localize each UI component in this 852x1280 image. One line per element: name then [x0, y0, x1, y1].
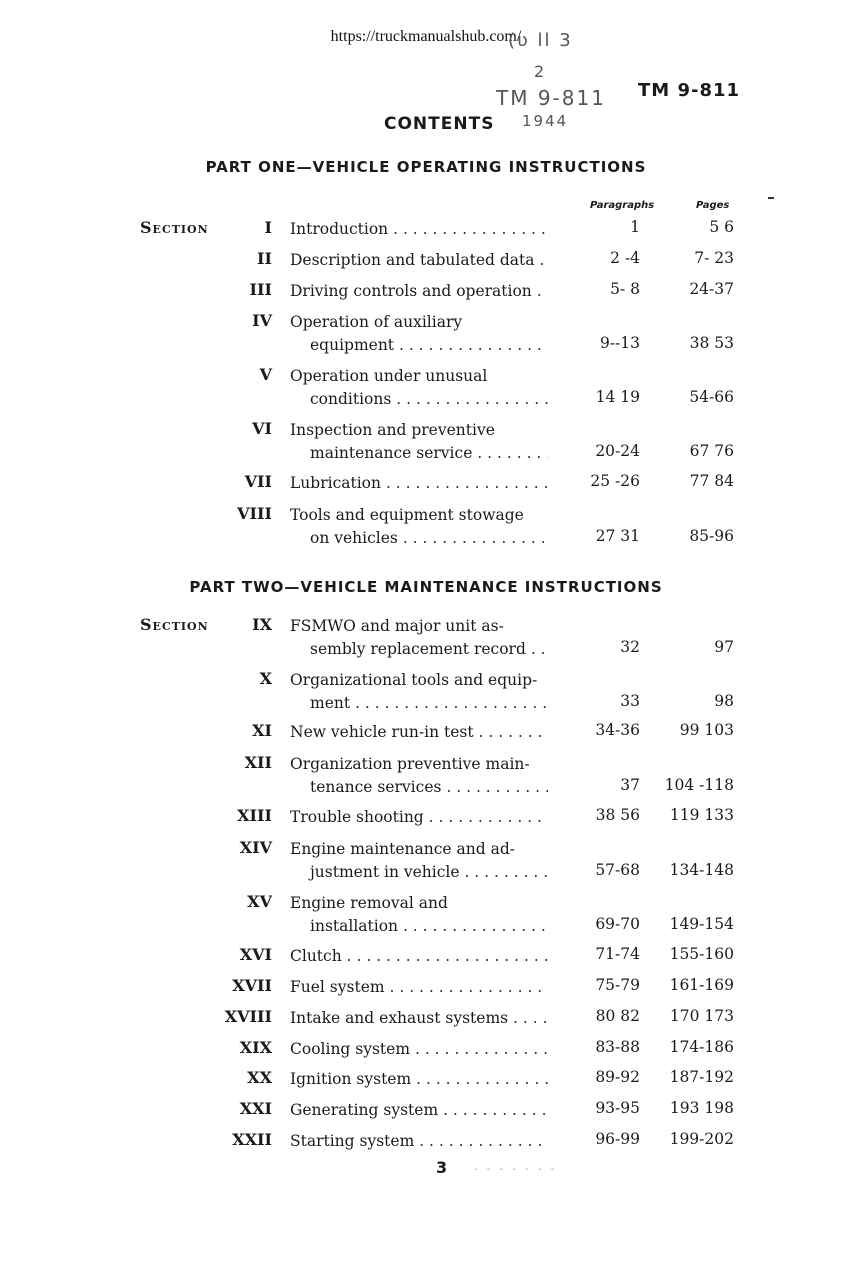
section-title-line2: [290, 527, 548, 550]
section-title-text: Operation of auxiliary: [290, 313, 463, 331]
section-number: XXII: [232, 1130, 272, 1149]
section-title-line1: [290, 1007, 548, 1030]
page-range: 193 198: [669, 1099, 734, 1117]
page-range: 97: [714, 638, 734, 656]
paragraph-range: 33: [620, 692, 640, 710]
section-title-text: Ignition system: [290, 1070, 412, 1088]
section-title-text: Organizational tools and equip-: [290, 671, 538, 689]
paragraph-range: 96-99: [595, 1130, 640, 1148]
section-title-line2: [290, 638, 548, 661]
section-title-line1: [290, 976, 548, 999]
paragraph-range: 93-95: [595, 1099, 640, 1117]
section-title-text: Introduction: [290, 220, 389, 238]
toc-row[interactable]: [0, 311, 852, 355]
section-title-line1: [290, 838, 548, 861]
paragraph-range: 89-92: [595, 1068, 640, 1086]
section-title-line1: [290, 892, 548, 915]
section-title-line2: [290, 692, 548, 715]
section-title-text: Operation under unusual: [290, 367, 488, 385]
toc-row[interactable]: [0, 615, 852, 659]
section-title-text: Intake and exhaust systems: [290, 1009, 509, 1027]
section-number: XVIII: [224, 1007, 272, 1026]
handwritten-note-number: 2: [534, 62, 547, 81]
toc-row[interactable]: [0, 365, 852, 409]
section-title-text: Engine maintenance and ad-: [290, 840, 515, 858]
section-number: I: [264, 218, 272, 237]
paragraph-range: 25 -26: [590, 472, 640, 490]
paragraph-range: 38 56: [595, 806, 640, 824]
section-title: [290, 669, 548, 715]
section-number: IX: [252, 615, 272, 634]
part-two-heading: PART TWO—VEHICLE MAINTENANCE INSTRUCTIONS: [189, 578, 663, 596]
section-title-text-cont: sembly replacement record: [310, 640, 526, 658]
page-range: 99 103: [679, 721, 734, 739]
page-number: 3: [436, 1158, 448, 1177]
section-title-text: Tools and equipment stowage: [290, 506, 524, 524]
section-title: [290, 615, 548, 661]
page-range: 199-202: [669, 1130, 734, 1148]
page-range: 54-66: [689, 388, 734, 406]
column-header-paragraphs: Paragraphs: [590, 200, 655, 211]
section-title-line1: [290, 615, 548, 638]
section-title-text-cont: equipment: [310, 336, 395, 354]
section-title-line2: [290, 776, 548, 799]
section-title-text: Description and tabulated data: [290, 251, 535, 269]
section-title-text: Starting system: [290, 1132, 415, 1150]
section-number: IV: [252, 311, 272, 330]
section-title-line1: [290, 504, 548, 527]
section-number: XII: [244, 753, 272, 772]
section-title-text: Cooling system: [290, 1040, 411, 1058]
section-title-text: Organization preventive main-: [290, 755, 530, 773]
part-one-heading: PART ONE—VEHICLE OPERATING INSTRUCTIONS: [205, 158, 647, 176]
section-title-text: New vehicle run-in test: [290, 723, 474, 741]
section-title-line1: [290, 1130, 548, 1153]
handwritten-note-top: (ʋ ll 3: [508, 30, 573, 51]
section-title: [290, 1068, 548, 1091]
section-title-line1: [290, 218, 548, 241]
section-title: [290, 311, 548, 357]
section-title-line1: [290, 280, 548, 303]
section-title-text: Inspection and preventive: [290, 421, 495, 439]
section-number: XX: [247, 1068, 272, 1087]
toc-row[interactable]: [0, 504, 852, 548]
toc-row[interactable]: [0, 419, 852, 463]
section-title-line1: [290, 753, 548, 776]
section-title: [290, 365, 548, 411]
paragraph-range: 75-79: [595, 976, 640, 994]
section-title: [290, 1130, 548, 1153]
toc-row[interactable]: [0, 1130, 852, 1174]
paragraph-range: 71-74: [595, 945, 640, 963]
column-header-pages: Pages: [696, 200, 730, 211]
section-title-text: Clutch: [290, 947, 342, 965]
page-range: 187-192: [669, 1068, 734, 1086]
section-title-line1: [290, 311, 548, 334]
section-title-line2: [290, 915, 548, 938]
toc-row[interactable]: [0, 753, 852, 797]
section-number: III: [249, 280, 272, 299]
section-title-text-cont: justment in vehicle: [310, 863, 460, 881]
section-title: [290, 249, 548, 272]
section-title: [290, 838, 548, 884]
section-title: [290, 806, 548, 829]
page-range: 77 84: [689, 472, 734, 490]
margin-mark: [768, 197, 774, 199]
page-range: 149-154: [669, 915, 734, 933]
section-label: Section: [140, 218, 209, 237]
section-title: [290, 504, 548, 550]
section-number: XVI: [239, 945, 272, 964]
section-title-line2: [290, 388, 548, 411]
section-number: V: [259, 365, 272, 384]
section-title: [290, 753, 548, 799]
section-title-text-cont: installation: [310, 917, 399, 935]
section-title-line1: [290, 365, 548, 388]
section-number: VII: [244, 472, 272, 491]
page-range: 7- 23: [694, 249, 734, 267]
section-title: [290, 945, 548, 968]
handwritten-note-year: 1944: [522, 112, 569, 130]
page-range: 85-96: [689, 527, 734, 545]
section-title-line2: [290, 334, 548, 357]
toc-row[interactable]: [0, 892, 852, 936]
section-number: II: [257, 249, 272, 268]
paragraph-range: 57-68: [595, 861, 640, 879]
section-number: VIII: [237, 504, 272, 523]
section-title-text: Trouble shooting: [290, 808, 424, 826]
section-title: [290, 218, 548, 241]
paragraph-range: 9--13: [599, 334, 640, 352]
tm-number: TM 9-811: [638, 80, 741, 101]
contents-heading: CONTENTS: [384, 114, 495, 134]
section-number: XI: [252, 721, 272, 740]
section-title-text: FSMWO and major unit as-: [290, 617, 504, 635]
section-title: [290, 976, 548, 999]
section-title-line1: [290, 806, 548, 829]
section-title-text-cont: maintenance service: [310, 444, 473, 462]
section-number: XXI: [239, 1099, 272, 1118]
section-title-text: Fuel system: [290, 978, 385, 996]
section-title: [290, 892, 548, 938]
section-number: XIV: [239, 838, 272, 857]
page-range: 155-160: [669, 945, 734, 963]
paragraph-range: 80 82: [595, 1007, 640, 1025]
section-title: [290, 472, 548, 495]
section-title-text: Driving controls and operation: [290, 282, 532, 300]
section-title: [290, 721, 548, 744]
section-title-text: Generating system: [290, 1101, 439, 1119]
section-title-text-cont: ment: [310, 694, 351, 712]
section-title-text-cont: tenance services: [310, 778, 442, 796]
section-title-text-cont: on vehicles: [310, 529, 398, 547]
footer-faint-print: - - - - - - -: [474, 1164, 558, 1175]
page-range: 5 6: [709, 218, 734, 236]
paragraph-range: 20-24: [595, 442, 640, 460]
paragraph-range: 34-36: [595, 721, 640, 739]
section-title-line1: [290, 721, 548, 744]
page-range: 119 133: [669, 806, 734, 824]
paragraph-range: 32: [620, 638, 640, 656]
page-range: 38 53: [689, 334, 734, 352]
section-title: [290, 1099, 548, 1122]
page-range: 98: [714, 692, 734, 710]
page-range: 24-37: [689, 280, 734, 298]
paragraph-range: 83-88: [595, 1038, 640, 1056]
paragraph-range: 2 -4: [610, 249, 640, 267]
paragraph-range: 69-70: [595, 915, 640, 933]
page-range: 161-169: [669, 976, 734, 994]
section-title: [290, 280, 548, 303]
section-title: [290, 1007, 548, 1030]
section-title-line1: [290, 669, 548, 692]
toc-row[interactable]: [0, 838, 852, 882]
section-title-line1: [290, 249, 548, 272]
paragraph-range: 5- 8: [610, 280, 640, 298]
page-range: 104 -118: [664, 776, 734, 794]
section-title-text-cont: conditions: [310, 390, 392, 408]
section-title-line1: [290, 945, 548, 968]
section-title-line1: [290, 1038, 548, 1061]
paragraph-range: 27 31: [595, 527, 640, 545]
paragraph-range: 37: [620, 776, 640, 794]
section-number: XVII: [232, 976, 272, 995]
handwritten-note-tm: TM 9-811: [496, 86, 606, 110]
source-url[interactable]: https://truckmanualshub.com/: [330, 28, 522, 45]
section-title-text: Engine removal and: [290, 894, 448, 912]
section-title-line2: [290, 442, 548, 465]
page-range: 134-148: [669, 861, 734, 879]
section-title: [290, 1038, 548, 1061]
page-range: 67 76: [689, 442, 734, 460]
paragraph-range: 1: [630, 218, 640, 236]
section-title-line1: [290, 1068, 548, 1091]
section-number: VI: [252, 419, 272, 438]
section-title-text: Lubrication: [290, 474, 381, 492]
toc-row[interactable]: [0, 669, 852, 713]
section-number: XIX: [239, 1038, 272, 1057]
section-title-line1: [290, 1099, 548, 1122]
page-range: 174-186: [669, 1038, 734, 1056]
paragraph-range: 14 19: [595, 388, 640, 406]
section-number: XV: [247, 892, 272, 911]
section-title: [290, 419, 548, 465]
section-title-line1: [290, 472, 548, 495]
section-number: X: [259, 669, 272, 688]
section-title-line2: [290, 861, 548, 884]
page-range: 170 173: [669, 1007, 734, 1025]
section-title-line1: [290, 419, 548, 442]
section-number: XIII: [237, 806, 272, 825]
section-label: Section: [140, 615, 209, 634]
